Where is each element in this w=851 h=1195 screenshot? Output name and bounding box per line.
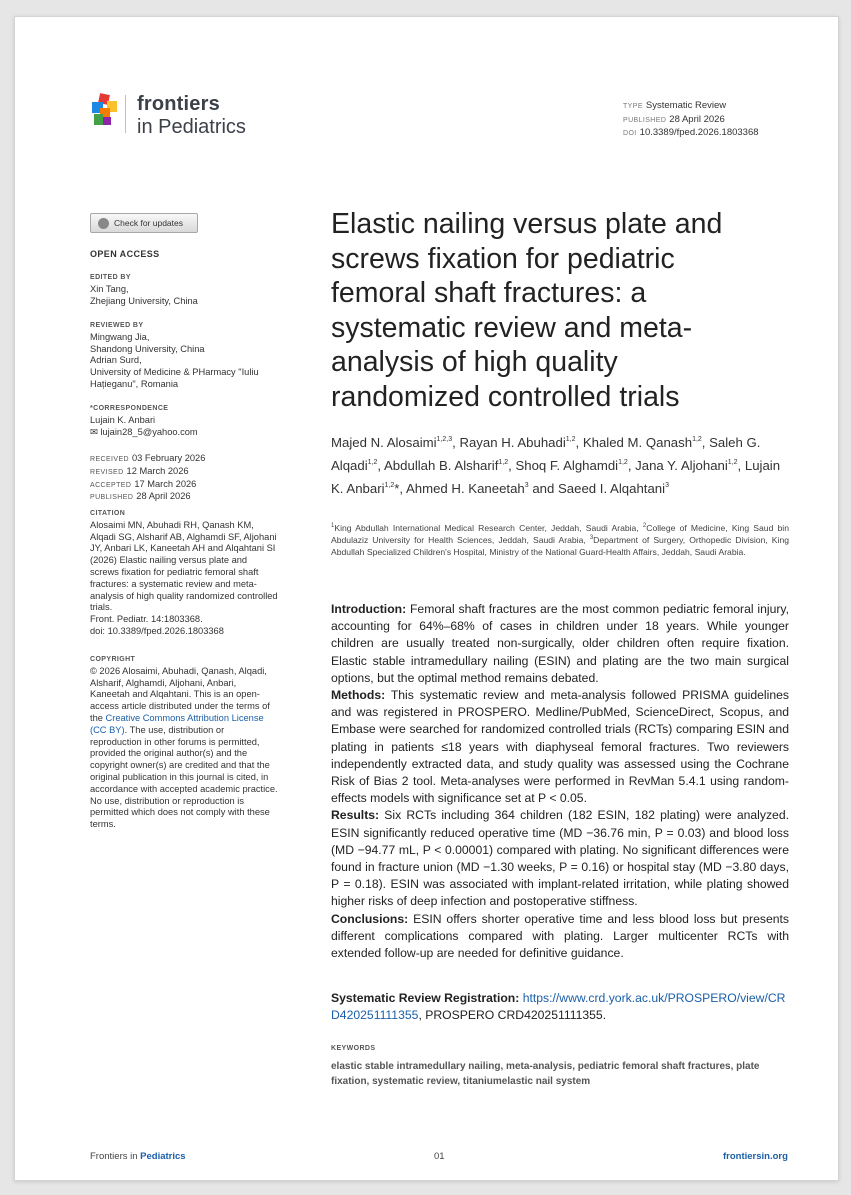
published-label: PUBLISHED: [623, 116, 667, 124]
author-name[interactable]: Shoq F. Alghamdi: [515, 458, 619, 473]
open-access-label: OPEN ACCESS: [90, 249, 160, 259]
registration-label: Systematic Review Registration:: [331, 991, 520, 1005]
author-separator: ,: [575, 435, 583, 450]
received-label: RECEIVED: [90, 456, 129, 463]
page-number: 01: [434, 1151, 445, 1162]
refresh-icon: [98, 218, 109, 229]
article-meta: [623, 100, 759, 141]
correspondence-heading: *CORRESPONDENCE: [90, 405, 169, 412]
affiliations: [331, 522, 789, 558]
citation-doi[interactable]: doi: 10.3389/fped.2026.1803368: [90, 625, 224, 636]
copyright-text-post: . The use, distribution or reproduction in other forums is permitted, provided the original author(s) and the copyright owner(s) are credited and that the original publication in this journal is cited, in accordance with accepted academic practice. No use, distribution or reproduction is permitted which does not comply with these terms.: [90, 724, 278, 830]
methods-text: This systematic review and meta-analysis followed PRISMA guidelines and was registered in PROSPERO. Medline/PubMed, ScienceDirect, Scopus, and Embase were searched for randomized controlled trials (RCTs) comparing ESIN and plating in patients ≤18 years with diaphyseal femoral fractures. Two reviewers independently extracted data, and study quality was assessed using the Cochrane Risk of Bias 2 tool. Meta-analyses were performed in RevMan 5.4.1 using random-effects models with significance set at P < 0.05.: [331, 688, 789, 806]
correspondence-email[interactable]: lujain28_5@yahoo.com: [100, 426, 198, 437]
author-name[interactable]: Saeed I. Alqahtani: [558, 481, 666, 496]
journal-name-line2: in Pediatrics: [137, 116, 246, 138]
author-name[interactable]: Khaled M. Qanash: [582, 435, 693, 450]
registration-suffix: , PROSPERO CRD420251111355.: [418, 1008, 607, 1023]
author-separator: *,: [394, 481, 406, 496]
footer-journal-bold: Pediatrics: [140, 1151, 186, 1162]
reviewer-2-name: Adrian Surd,: [90, 355, 142, 366]
footer-journal: [90, 1151, 186, 1162]
editor-name: Xin Tang,: [90, 283, 129, 294]
author-affiliation-marker: 1,2: [692, 436, 702, 443]
copyright-text: [90, 666, 278, 831]
citation-text: Alosaimi MN, Abuhadi RH, Qanash KM, Alqadi SG, Alsharif AB, Alghamdi SF, Aljohani JY, Anbari LK, Kaneetah AH and Alqahtani SI (2026) Elastic nailing versus plate and screws fixation for pediatric femoral shaft fractures: a systematic review and meta-analysis of high quality randomized controlled trials.: [90, 519, 278, 613]
affiliation-text: King Abdullah International Medical Research Center, Jeddah, Saudi Arabia,: [334, 523, 643, 533]
author-affiliation-marker: 1,2: [618, 459, 628, 466]
results-label: Results:: [331, 808, 380, 823]
reviewer-1-name: Mingwang Jia,: [90, 331, 150, 342]
footer-site-link[interactable]: frontiersin.org: [723, 1151, 788, 1162]
correspondence-name: Lujain K. Anbari: [90, 414, 156, 425]
abstract: [331, 601, 789, 962]
author-separator: and: [528, 481, 558, 496]
reviewer-1-affiliation: Shandong University, China: [90, 343, 205, 354]
keywords: elastic stable intramedullary nailing, meta-analysis, pediatric femoral shaft fractures, plate fixation, systematic review, titaniumelastic nail system: [331, 1061, 760, 1087]
copyright-heading: COPYRIGHT: [90, 656, 136, 663]
author-name[interactable]: Ahmed H. Kaneetah: [405, 481, 525, 496]
edited-by-heading: EDITED BY: [90, 274, 131, 281]
reviewed-by-heading: REVIEWED BY: [90, 322, 144, 329]
affiliation-marker: 2: [642, 523, 647, 529]
affiliation-marker: 1: [331, 523, 335, 529]
author-name[interactable]: Rayan H. Abuhadi: [459, 435, 566, 450]
conclusions-text: ESIN offers shorter operative time and less blood loss but presents different complications compared with plating. Larger multicenter RCTs with extended follow-up are needed for definitive guidance.: [331, 911, 789, 961]
logo-divider: [125, 95, 126, 133]
author-name[interactable]: Jana Y. Aljohani: [635, 458, 728, 473]
citation-journal: Front. Pediatr. 14:1803368.: [90, 614, 203, 625]
mail-icon: ✉: [90, 426, 101, 437]
keywords-heading: KEYWORDS: [331, 1045, 376, 1052]
check-for-updates-label: Check for updates: [114, 218, 183, 228]
affiliation-marker: 3: [589, 535, 594, 541]
reviewer-2-affiliation: University of Medicine & PHarmacy "Iuliu Hațieganu", Romania: [90, 367, 259, 389]
copyright-text-pre: © 2026 Alosaimi, Abuhadi, Qanash, Alqadi, Alsharif, Alghamdi, Aljohani, Anbari, Kaneetah and Alqahtani. This is an open-access article distributed under the terms of the: [90, 665, 270, 723]
author-separator: ,: [452, 435, 460, 450]
published-date-label: PUBLISHED: [90, 494, 134, 502]
author-name[interactable]: Abdullah B. Alsharif: [384, 458, 499, 473]
author-name[interactable]: Majed N. Alosaimi: [331, 435, 437, 450]
author-name[interactable]: Saleh G. Alqadi: [331, 435, 761, 473]
author-affiliation-marker: 1,2: [384, 482, 395, 489]
received-value: 03 February 2026: [132, 453, 206, 463]
cc-by-license-link[interactable]: Creative Commons Attribution License (CC BY): [90, 712, 264, 735]
results-text: Six RCTs including 364 children (182 ESIN, 182 plating) were analyzed. ESIN significantly reduced operative time (MD −36.76 min, P = 0.03) and blood loss (MD −94.77 mL, P < 0.00001) compared with plating. No significant differences were found in fracture union (MD −1.30 weeks, P = 0.16) or hospital stay (MD −3.80 days, P = 0.18). ESIN was associated with implant-related irritation, while plating showed higher risks of deep infection and postoperative stiffness.: [331, 808, 789, 909]
author-affiliation-marker: 1,2: [727, 459, 738, 466]
introduction-text: Femoral shaft fractures are the most common pediatric femoral injury, accounting for 64%–68% of cases in children under 18 years. While younger children are usually treated non-surgically, older children often require fixation. Elastic stable intramedullary nailing (ESIN) and plating are the two main surgical options, but the optimal method remains debated.: [331, 602, 789, 685]
author-separator: ,: [508, 458, 516, 473]
frontiers-logo-icon: [90, 93, 120, 127]
author-affiliation-marker: 1,2,3: [436, 436, 453, 443]
abstract-introduction: [331, 601, 789, 687]
author-separator: ,: [701, 435, 710, 450]
author-affiliation-marker: 3: [665, 482, 669, 489]
article-title: Elastic nailing versus plate and screws fixation for pediatric femoral shaft fractures: a systematic review and meta-analysis of high quality randomized controlled trials: [331, 208, 723, 413]
affiliation-text: College of Medicine, King Saud bin Abdulaziz University for Health Sciences, Jeddah, Saudi Arabia,: [331, 523, 789, 545]
doi-label: DOI: [623, 130, 637, 137]
type-label: TYPE: [623, 103, 643, 110]
author-name[interactable]: Lujain K. Anbari: [331, 458, 781, 496]
check-for-updates-button[interactable]: [90, 213, 198, 233]
editor-affiliation: Zhejiang University, China: [90, 295, 198, 306]
doi-value[interactable]: 10.3389/fped.2026.1803368: [639, 127, 759, 138]
type-value: Systematic Review: [645, 100, 727, 111]
revised-value: 12 March 2026: [126, 465, 189, 476]
abstract-results: [331, 807, 789, 910]
accepted-label: ACCEPTED: [90, 481, 132, 489]
footer-journal-pre: Frontiers in: [90, 1151, 141, 1162]
paper-page: [14, 16, 839, 1181]
author-affiliation-marker: 1,2: [565, 436, 576, 443]
registration: [331, 990, 789, 1024]
author-separator: ,: [377, 458, 385, 473]
author-separator: ,: [737, 458, 745, 473]
author-affiliation-marker: 1,2: [498, 459, 509, 466]
introduction-label: Introduction:: [331, 602, 407, 616]
journal-name: [137, 94, 246, 137]
accepted-value: 17 March 2026: [134, 478, 197, 489]
abstract-methods: [331, 687, 789, 807]
prospero-link[interactable]: https://www.crd.york.ac.uk/PROSPERO/view/CRD420251111355: [331, 991, 786, 1023]
affiliation-text: Department of Surgery, Orthopedic Division, King Abdullah Specialized Children's Hospital, Ministry of the National Guard-Health Affairs, Jeddah, Saudi Arabia.: [331, 535, 790, 557]
journal-name-line1: frontiers: [137, 93, 220, 115]
published-value: 28 April 2026: [669, 113, 725, 125]
author-separator: ,: [627, 458, 636, 473]
dates-list: [90, 453, 285, 504]
abstract-conclusions: [331, 911, 789, 963]
author-affiliation-marker: 1,2: [367, 459, 378, 466]
published-date-value: 28 April 2026: [136, 491, 191, 502]
citation-heading: CITATION: [90, 510, 126, 517]
conclusions-label: Conclusions:: [331, 911, 409, 926]
methods-label: Methods:: [331, 688, 386, 703]
author-affiliation-marker: 3: [524, 482, 529, 489]
revised-label: REVISED: [90, 468, 124, 476]
author-list: [331, 431, 791, 500]
